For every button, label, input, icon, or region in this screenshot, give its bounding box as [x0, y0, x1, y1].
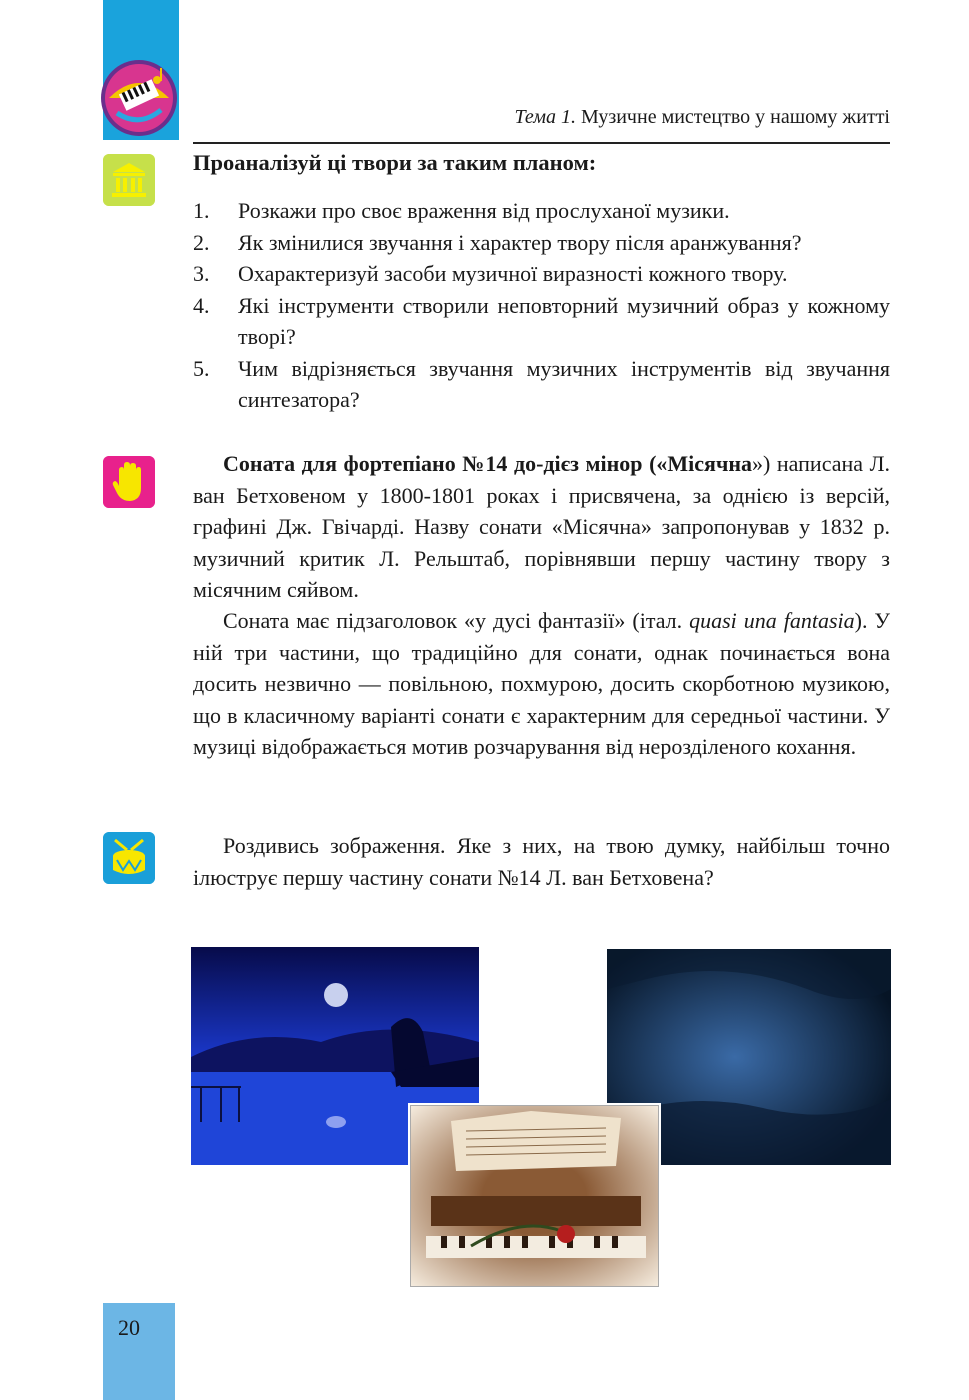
sonata-title-tail: ») — [752, 451, 771, 476]
list-text: Чим відрізняється звучання музичних інструментів від звучання синтезатора? — [238, 355, 890, 412]
sonata-paragraph-1 — [193, 448, 890, 606]
sonata-paragraph-2 — [193, 605, 890, 763]
list-item — [193, 195, 890, 227]
task-paragraph: Роздивись зображення. Яке з них, на твою думку, найбільш точно ілюструє першу частину сонати №14 Л. ван Бетховена? — [193, 833, 890, 890]
sonata-subtitle-italic: quasi una fantasia — [689, 608, 855, 633]
sonata-text-2b: ). У ній три частини, що традиційно для сонати, однак починається вона досить незвично — повільною, похмурою, досить скорботною музикою, що в класичному варіанті сонати є характерним для середньої частини. У музиці відображається мотив розчарування від нерозділеного кохання. — [193, 608, 890, 759]
list-item — [193, 353, 890, 416]
music-emblem-icon — [99, 58, 179, 138]
header-title: Музичне мистецтво у нашому житті — [581, 106, 890, 128]
page-number: 20 — [118, 1315, 140, 1340]
list-item — [193, 227, 890, 259]
list-text: Охарактеризуй засоби музичної виразності кожного твору. — [238, 261, 788, 286]
list-text: Які інструменти створили неповторний музичний образ у кожному творі? — [238, 292, 890, 349]
list-number: 1. — [193, 198, 210, 223]
list-number: 2. — [193, 229, 210, 255]
list-text: Як змінилися звучання і характер твору після аранжування? — [238, 229, 802, 255]
museum-icon — [103, 154, 155, 206]
drum-icon — [103, 832, 155, 884]
sonata-title: Соната для фортепіано №14 до-дієз мінор («Місячна — [223, 451, 753, 476]
plan-title: Проаналізуй ці твори за таким планом: — [193, 150, 597, 175]
sonata-text-2a: Соната має підзаголовок «у дусі фантазії» (італ. — [223, 608, 690, 633]
list-item — [193, 258, 890, 290]
page-header — [193, 106, 890, 144]
list-number: 5. — [193, 355, 210, 381]
list-number: 4. — [193, 292, 210, 318]
list-text: Розкажи про своє враження від прослуханої музики. — [238, 198, 730, 223]
piano-rose-image — [410, 1105, 659, 1287]
list-item — [193, 290, 890, 353]
header-theme: Тема 1. — [514, 106, 577, 128]
analysis-plan-list — [193, 195, 890, 416]
sonata-text-1: написана Л. ван Бетховеном у 1800-1801 роках і присвячена, за однією із версій, графині Дж. Гвічарді. Назву сонати «Місячна» запропонував у 1832 р. музичний критик Л. Рельштаб, порівнявши першу частину твору з місячним сяйвом. — [193, 451, 890, 602]
hand-icon — [103, 456, 155, 508]
list-number: 3. — [193, 261, 210, 286]
